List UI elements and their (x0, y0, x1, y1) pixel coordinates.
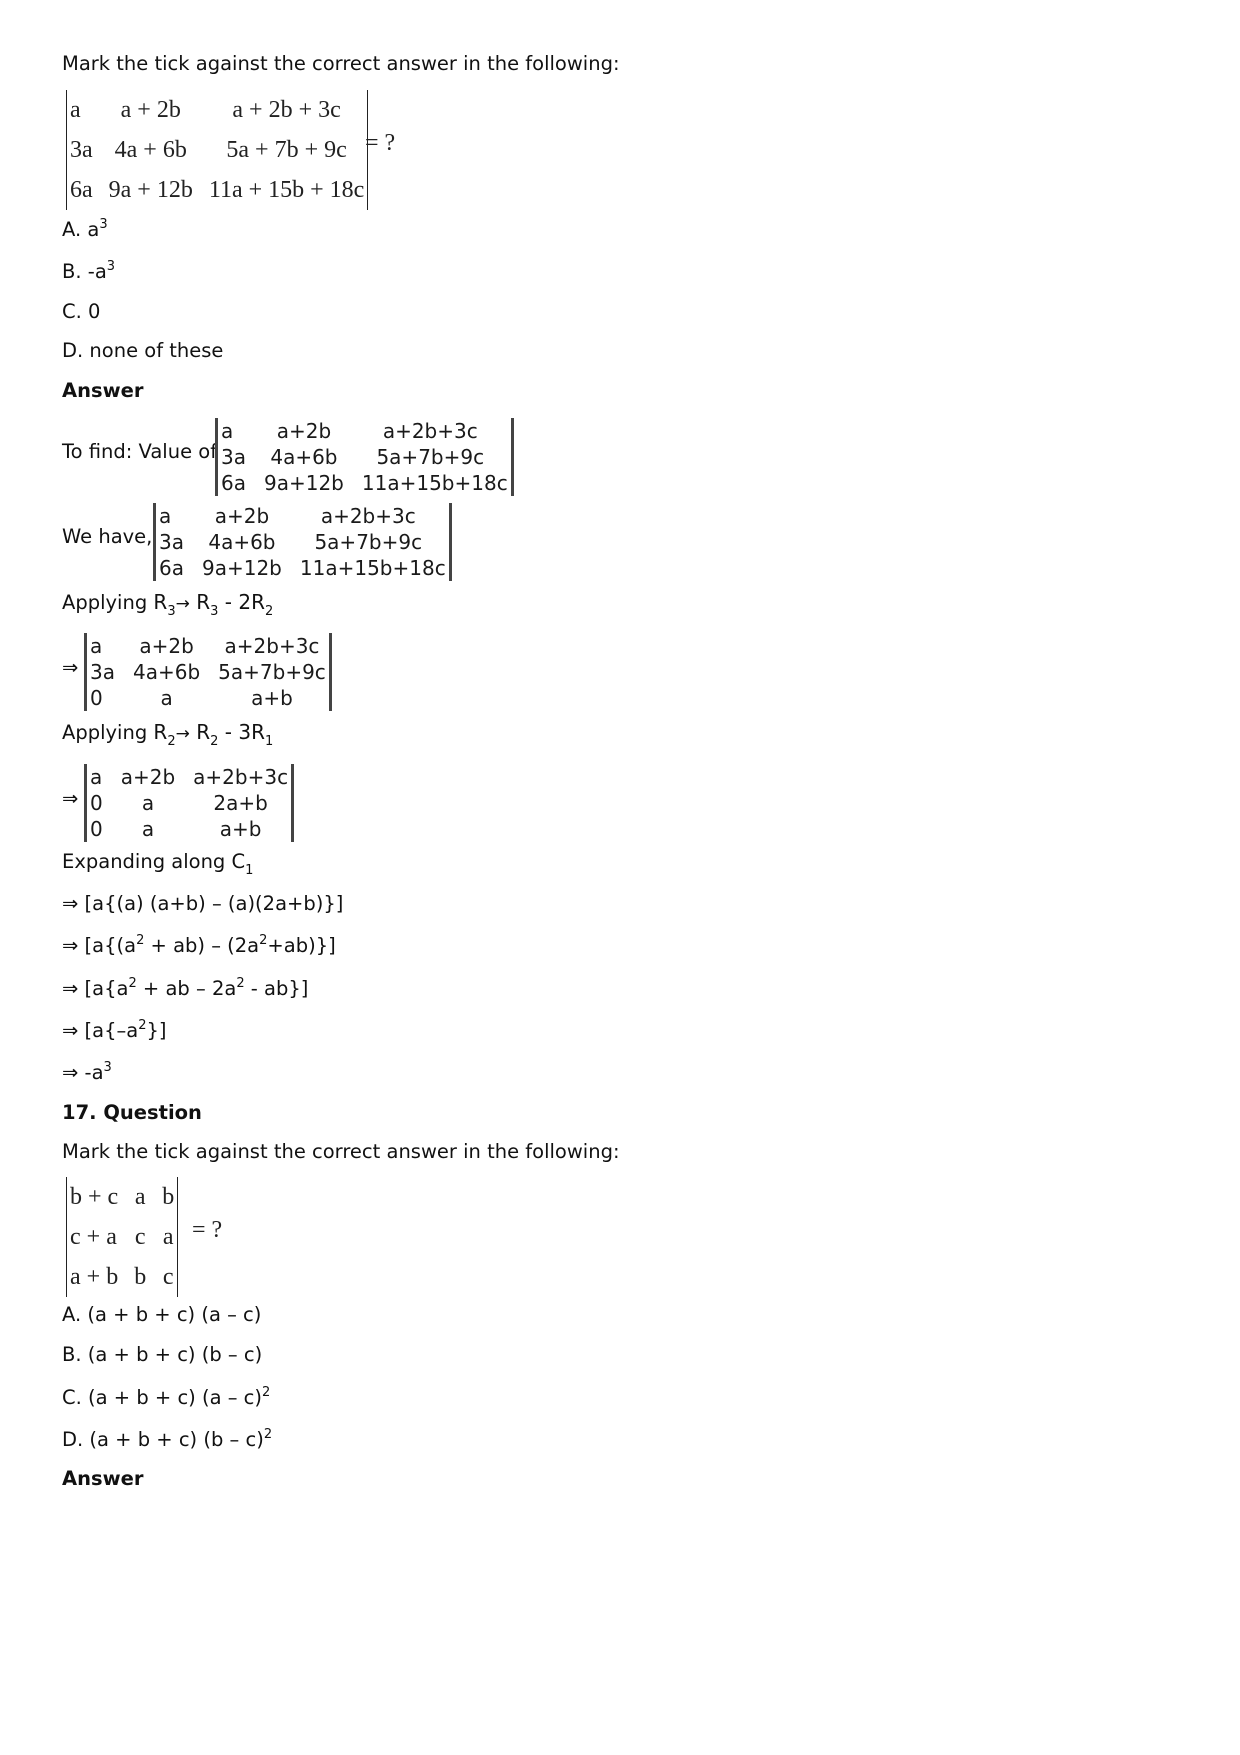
to-find-determinant (215, 418, 514, 496)
step-determinant-1 (84, 633, 332, 711)
matrix-cell: 5a + 7b + 9c (226, 136, 347, 163)
applying-label: Applying (62, 591, 148, 614)
matrix-cell: c (134, 1223, 146, 1250)
row-op-rest: - 2R (218, 590, 265, 614)
arrow-icon: → (175, 594, 190, 614)
matrix-cell: 2a+b (213, 791, 268, 815)
matrix-cell: a+2b (276, 419, 332, 443)
matrix-cell: 0 (90, 686, 103, 710)
question-determinant (66, 90, 368, 210)
expanding-line (62, 850, 254, 878)
option-exponent: 2 (262, 1385, 271, 1400)
matrix-cell: a (160, 686, 173, 710)
matrix-cell: 5a+7b+9c (314, 530, 423, 554)
option-label: C. (62, 300, 82, 323)
option-a[interactable] (62, 218, 108, 242)
option-label: C. (62, 1386, 82, 1409)
row-symbol: R (196, 590, 211, 614)
matrix-cell: 6a (70, 176, 93, 203)
option-b[interactable] (62, 260, 115, 284)
matrix-cell: 6a (159, 556, 184, 580)
option-label: B. (62, 1343, 82, 1366)
matrix-cell: 4a+6b (270, 445, 338, 469)
row-symbol: R (196, 720, 211, 744)
matrix-cell: a+2b (139, 634, 194, 658)
row-op-rest: - 3R (218, 720, 265, 744)
row-symbol: R (153, 720, 168, 744)
matrix-cell: c + a (70, 1223, 117, 1250)
option-b[interactable] (62, 1343, 262, 1367)
row-index: 1 (264, 734, 274, 749)
matrix-cell: 3a (159, 530, 184, 554)
matrix-cell: 4a+6b (208, 530, 276, 554)
matrix-cell: a (134, 1183, 146, 1210)
matrix-cell: 9a+12b (201, 556, 282, 580)
matrix-cell: 4a+6b (132, 660, 201, 684)
option-a[interactable] (62, 1303, 261, 1327)
matrix-cell: a + 2b + 3c (232, 96, 341, 123)
arrow-icon: → (175, 724, 190, 744)
answer-heading: Answer (62, 1467, 144, 1490)
matrix-cell: 9a + 12b (108, 176, 193, 203)
to-find-label: To find: Value of (62, 440, 218, 463)
option-text: none of these (89, 339, 224, 362)
matrix-cell: a + 2b (120, 96, 181, 123)
answer-heading: Answer (62, 379, 144, 402)
row-operation-1 (62, 590, 274, 619)
step-determinant-2 (84, 764, 294, 842)
row-index: 2 (167, 734, 176, 749)
matrix-cell: a (162, 1223, 174, 1250)
matrix-cell: b + c (70, 1183, 119, 1210)
implies-icon: ⇒ (62, 656, 79, 679)
matrix-cell: a+2b (120, 765, 176, 789)
matrix-cell: 3a (90, 660, 115, 684)
option-label: B. (62, 260, 82, 283)
matrix-cell: 0 (90, 791, 103, 815)
row-index: 2 (264, 604, 274, 619)
option-d[interactable] (62, 1428, 272, 1452)
equals-question: = ? (365, 130, 396, 156)
option-text: (a + b + c) (a – c) (87, 1303, 262, 1326)
matrix-cell: 11a + 15b + 18c (208, 176, 365, 203)
option-d[interactable] (62, 339, 223, 363)
matrix-cell: c (162, 1263, 174, 1290)
row-symbol: R (153, 590, 168, 614)
matrix-cell: 4a + 6b (114, 136, 187, 163)
matrix-cell: 5a+7b+9c (376, 445, 485, 469)
option-c[interactable] (62, 1386, 270, 1410)
matrix-cell: 5a+7b+9c (218, 660, 326, 684)
matrix-cell: a (221, 419, 234, 443)
option-label: D. (62, 339, 84, 362)
option-label: D. (62, 1428, 84, 1451)
row-operation-2 (62, 720, 274, 749)
option-label: A. (62, 218, 82, 241)
question-prompt: Mark the tick against the correct answer in the following: (62, 1140, 620, 1163)
matrix-cell: a + b (70, 1263, 119, 1290)
solution-result: ⇒ $-a^3$ (62, 1060, 112, 1084)
matrix-cell: 6a (221, 471, 246, 495)
option-text: -a (87, 260, 107, 283)
implies-icon: ⇒ (62, 787, 79, 810)
expanding-text: Expanding along C (62, 850, 246, 873)
matrix-cell: a (159, 504, 172, 528)
matrix-cell: a (70, 96, 81, 123)
question-prompt: Mark the tick against the correct answer in the following: (62, 52, 620, 75)
matrix-cell: a+2b+3c (224, 634, 320, 658)
matrix-cell: 11a+15b+18c (299, 556, 446, 580)
matrix-cell: 9a+12b (263, 471, 344, 495)
matrix-cell: a+2b+3c (193, 765, 289, 789)
equals-question: = ? (192, 1217, 223, 1243)
matrix-cell: a+b (219, 817, 262, 841)
matrix-cell: 3a (70, 136, 93, 163)
matrix-cell: a+2b (214, 504, 270, 528)
matrix-cell: 11a+15b+18c (361, 471, 508, 495)
matrix-cell: a (90, 634, 103, 658)
matrix-cell: 3a (221, 445, 246, 469)
question-determinant (66, 1177, 178, 1297)
option-text: (a + b + c) (b – c) (87, 1343, 263, 1366)
matrix-cell: a+b (251, 686, 293, 710)
solution-step: ⇒ $[a\{-a^2\}]$ (62, 1018, 167, 1042)
matrix-cell: a+2b+3c (320, 504, 416, 528)
option-c[interactable] (62, 300, 100, 324)
matrix-cell: a (141, 791, 155, 815)
option-text: a (87, 218, 100, 241)
we-have-label: We have, (62, 525, 153, 548)
we-have-determinant (153, 503, 452, 581)
column-index: 1 (245, 863, 254, 878)
solution-step: ⇒ [$a\{a^2$ + ab – $2a^2 - ab$}] (62, 976, 309, 1000)
option-exponent: 2 (263, 1427, 273, 1442)
option-text: 0 (88, 300, 101, 323)
matrix-cell: a (90, 765, 103, 789)
option-exponent: 3 (99, 217, 108, 232)
solution-step: ⇒ $[a\{(a^2 + ab) - (2a^2+ab)\}]$ (62, 933, 336, 957)
applying-label: Applying (62, 721, 148, 744)
option-exponent: 3 (106, 259, 116, 274)
row-index: 3 (210, 604, 219, 619)
matrix-cell: b (134, 1263, 147, 1290)
solution-step: ⇒ [a{(a) (a+b) – (a)(2a+b)}] (62, 892, 344, 915)
row-index: 2 (210, 734, 219, 749)
question-heading: 17. Question (62, 1101, 202, 1124)
matrix-cell: a (141, 817, 155, 841)
option-text: (a + b + c) (a – c) (88, 1386, 262, 1409)
option-text: (a + b + c) (b – c) (89, 1428, 264, 1451)
row-index: 3 (167, 604, 176, 619)
matrix-cell: 0 (90, 817, 103, 841)
matrix-cell: a+2b+3c (382, 419, 478, 443)
matrix-cell: b (162, 1183, 175, 1210)
option-label: A. (62, 1303, 82, 1326)
